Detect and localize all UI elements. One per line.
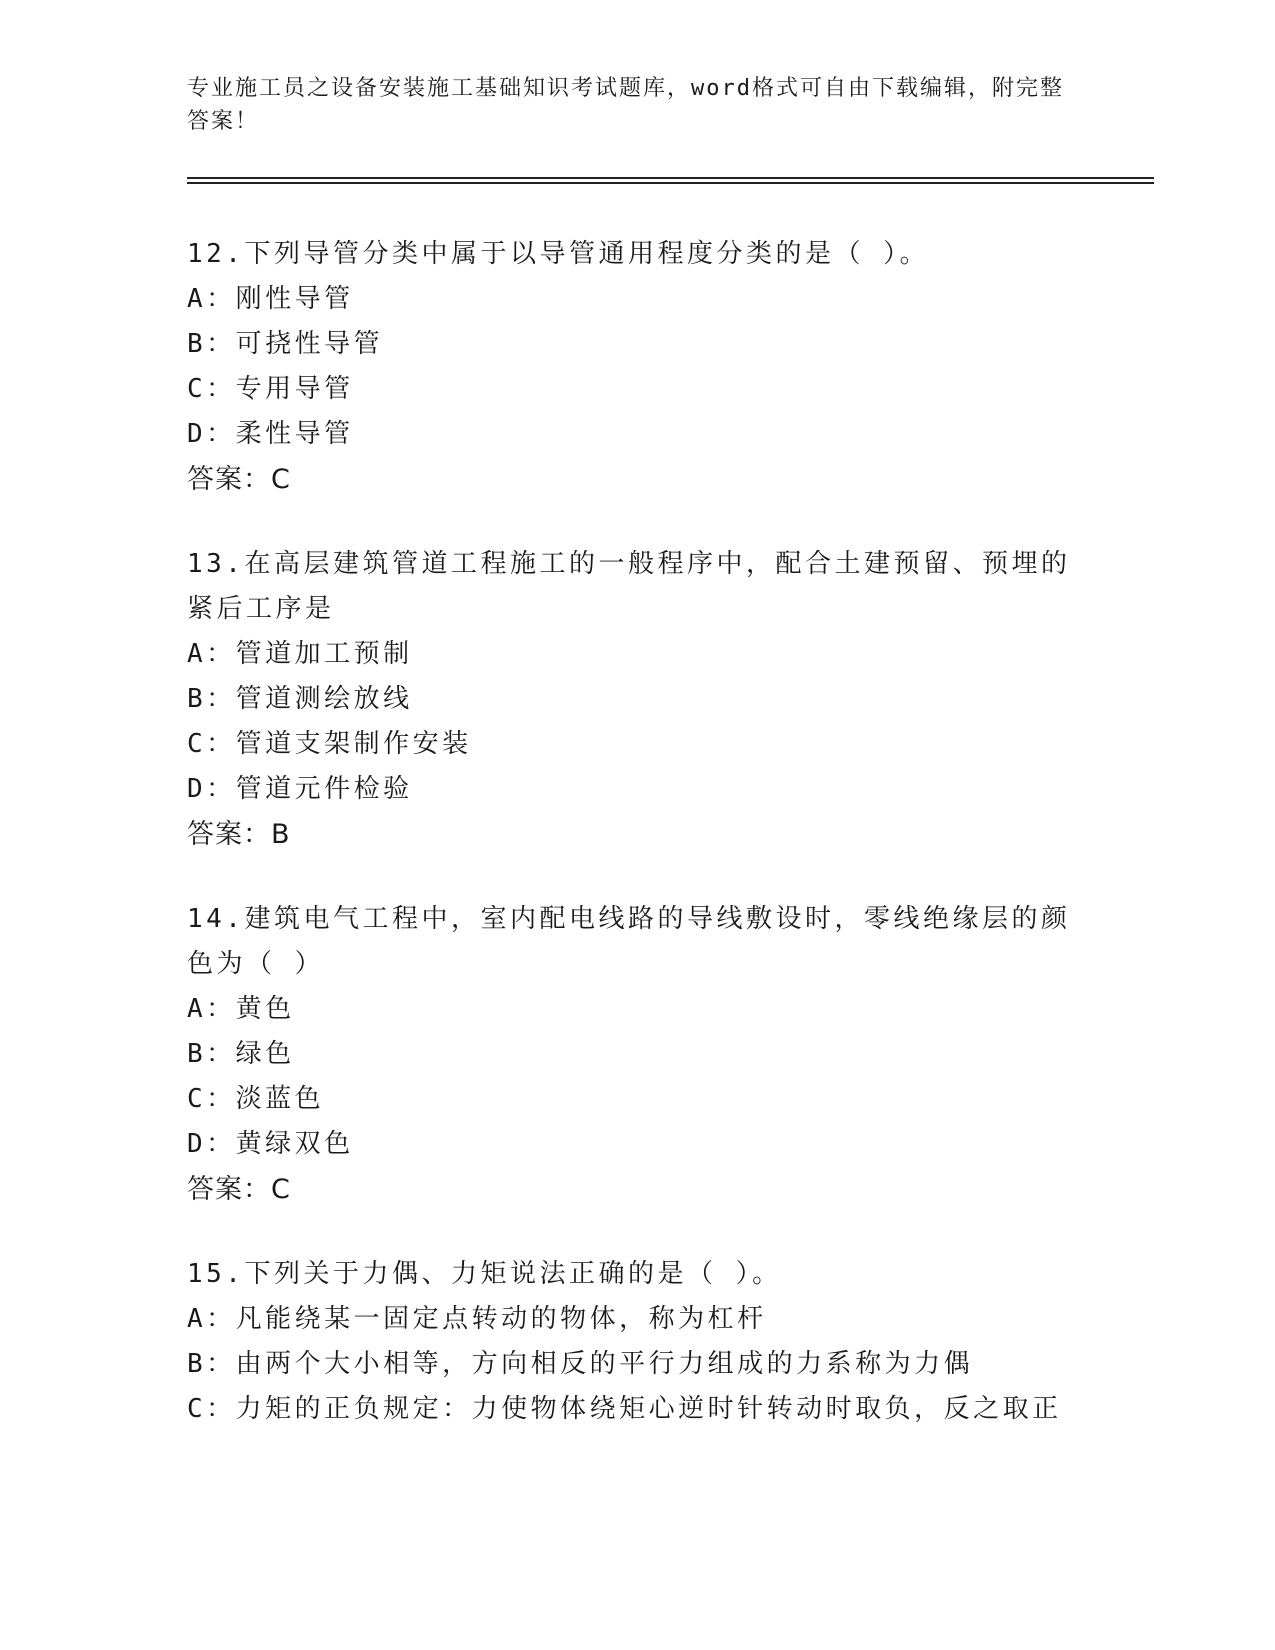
option-d: D：黄绿双色 [187,1129,354,1159]
question-stem: 14.建筑电气工程中，室内配电线路的导线敷设时，零线绝缘层的颜色为（ ） [187,904,1071,979]
question-14 [187,897,1087,1213]
answer: 答案：B [187,819,291,850]
question-13 [187,542,1087,858]
header-divider-bottom [187,182,1154,184]
option-c: C：力矩的正负规定：力使物体绕矩心逆时针转动时取负，反之取正 [187,1394,1062,1424]
option-a: A：刚性导管 [187,284,354,314]
option-b: B：可挠性导管 [187,329,384,359]
option-d: D：柔性导管 [187,419,354,449]
option-a: A：黄色 [187,994,295,1024]
header-divider-top [187,177,1154,179]
option-b: B：绿色 [187,1039,295,1069]
answer: 答案：C [187,464,291,495]
option-b: B：由两个大小相等，方向相反的平行力组成的力系称为力偶 [187,1349,974,1379]
option-a: A：管道加工预制 [187,639,413,669]
question-stem: 12.下列导管分类中属于以导管通用程度分类的是（ ）。 [187,239,930,269]
option-c: C：专用导管 [187,374,354,404]
answer: 答案：C [187,1174,291,1205]
option-d: D：管道元件检验 [187,774,413,804]
document-intro: 专业施工员之设备安装施工基础知识考试题库，word格式可自由下载编辑，附完整答案！ [187,76,1064,134]
question-12 [187,232,1087,503]
option-b: B：管道测绘放线 [187,684,413,714]
question-stem: 15.下列关于力偶、力矩说法正确的是（ ）。 [187,1259,782,1289]
option-c: C：淡蓝色 [187,1084,325,1114]
option-c: C：管道支架制作安装 [187,729,472,759]
question-15 [187,1252,1087,1432]
question-stem: 13.在高层建筑管道工程施工的一般程序中，配合土建预留、预埋的紧后工序是 [187,549,1071,624]
option-a: A：凡能绕某一固定点转动的物体，称为杠杆 [187,1304,767,1334]
question-list [187,232,1087,1471]
